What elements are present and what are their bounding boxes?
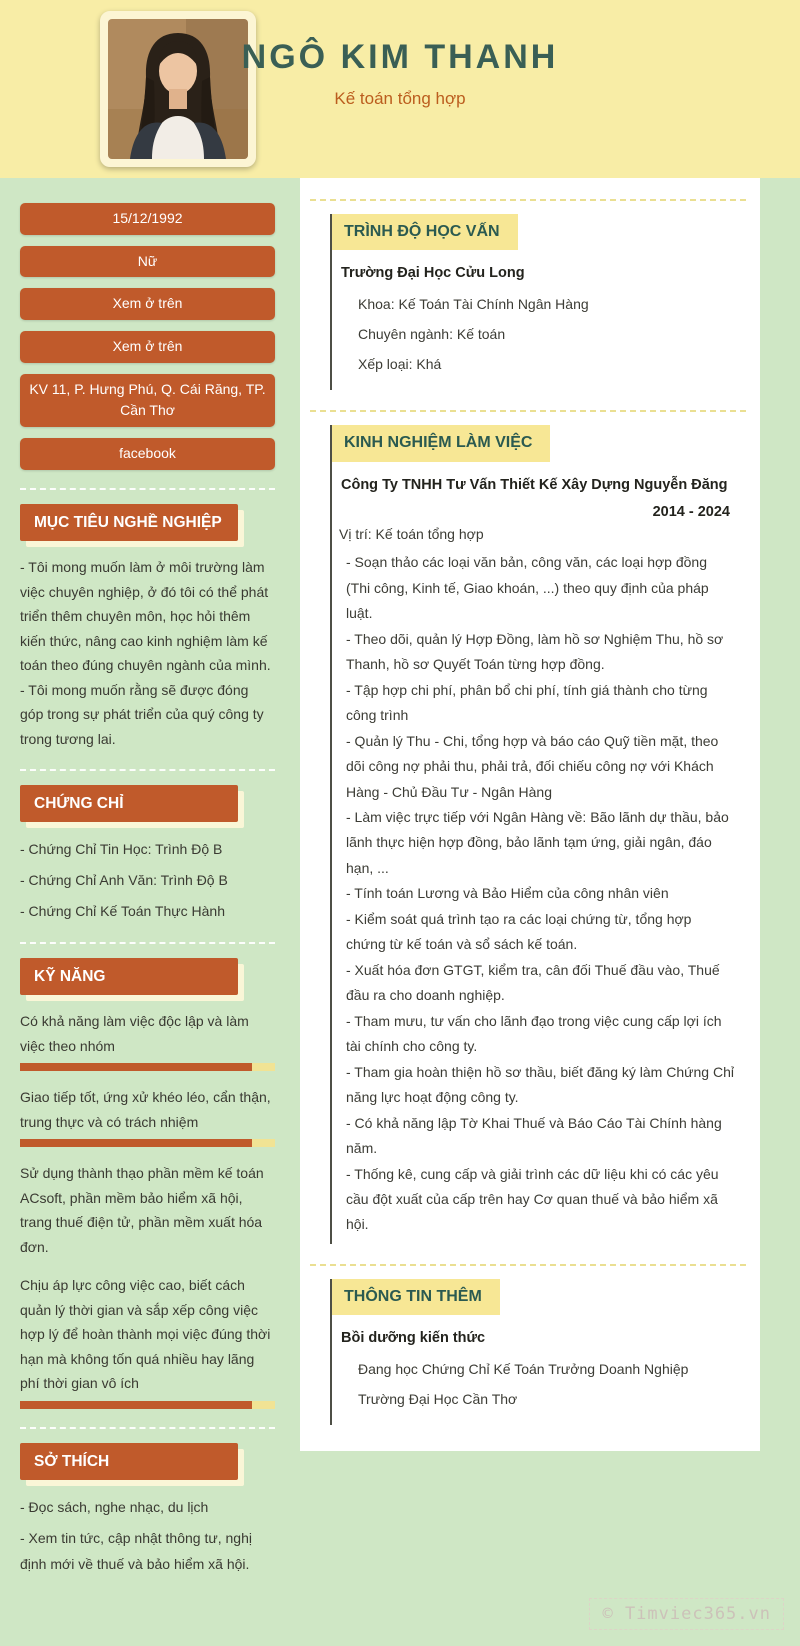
phone-pill: Xem ở trên <box>20 288 275 320</box>
experience-heading: KINH NGHIỆM LÀM VIỆC <box>332 425 550 461</box>
facebook-link-pill[interactable]: facebook <box>20 438 275 470</box>
duty-item: - Quản lý Thu - Chi, tổng hợp và báo cáo Quỹ tiền mặt, theo dõi công nợ phải thu, phải trả, đối chiếu công nợ với Khách Hàng - Chủ Đầu Tư - Ngân Hàng <box>346 732 719 800</box>
additional-item: Đang học Chứng Chỉ Kế Toán Trưởng Doanh Nghiệp <box>358 1361 689 1378</box>
gender-pill: Nữ <box>20 246 275 278</box>
duty-item: - Làm việc trực tiếp với Ngân Hàng về: Bão lãnh dự thầu, bảo lãnh thực hiện hợp đồng, bảo lãnh tạm ứng, giải ngân, đáo hạn, ... <box>346 808 729 876</box>
certificate-item: - Chứng Chỉ Kế Toán Thực Hành <box>20 902 226 919</box>
dashed-divider <box>20 1427 275 1429</box>
duty-item: - Có khả năng lập Tờ Khai Thuế và Báo Cáo Tài Chính hàng năm. <box>346 1114 722 1157</box>
skill-label: Chịu áp lực công việc cao, biết cách quản lý thời gian và sắp xếp công việc hợp lý để hoàn thành mọi việc đúng thời hạn mà không tốn quá nhiều hay lãng phí thời gian vô ích <box>20 1277 271 1392</box>
position-title: Vị trí: Kế toán tổng hợp <box>339 526 484 543</box>
duty-item: - Tập hợp chi phí, phân bổ chi phí, tính giá thành cho từng công trình <box>346 681 708 724</box>
skill-label: Sử dụng thành thạo phần mềm kế toán ACsoft, phần mềm bảo hiểm xã hội, trang thuế điện tử, phần mềm xuất hóa đơn. <box>20 1165 264 1255</box>
experience-section <box>330 425 744 1244</box>
skill-bar <box>20 1401 275 1409</box>
main-content <box>300 178 760 1451</box>
skill-bar <box>20 1139 275 1147</box>
dashed-divider <box>20 488 275 490</box>
education-section <box>330 214 744 390</box>
objective-paragraph: - Tôi mong muốn làm ở môi trường làm việc chuyên nghiệp, ở đó tôi có thể phát triển thêm chuyên môn, học hỏi thêm kiến thức, nâng cao kinh nghiệm làm kế toán theo đúng chuyên ngành của mình. <box>20 559 271 674</box>
hobbies-heading: SỞ THÍCH <box>20 1443 238 1480</box>
skill-item <box>20 1273 275 1409</box>
hobby-item: - Đọc sách, nghe nhạc, du lịch <box>20 1499 209 1516</box>
objective-heading: MỤC TIÊU NGHỀ NGHIỆP <box>20 504 238 541</box>
duty-item: - Xuất hóa đơn GTGT, kiểm tra, cân đối Thuế đầu vào, Thuế đầu ra cho doanh nghiệp. <box>346 961 720 1004</box>
certificate-item: - Chứng Chỉ Tin Học: Trình Độ B <box>20 841 223 858</box>
dashed-divider <box>310 199 746 201</box>
duty-item: - Theo dõi, quản lý Hợp Đồng, làm hồ sơ Nghiệm Thu, hồ sơ Thanh, hồ sơ Quyết Toán từng hợp đồng. <box>346 630 724 673</box>
education-heading: TRÌNH ĐỘ HỌC VẤN <box>332 214 518 250</box>
certificates-heading: CHỨNG CHỈ <box>20 785 238 822</box>
education-detail: Khoa: Kế Toán Tài Chính Ngân Hàng <box>358 296 589 313</box>
company-name: Công Ty TNHH Tư Vấn Thiết Kế Xây Dựng Nguyễn Đăng <box>341 476 728 493</box>
job-title: Kế toán tổng hợp <box>334 89 466 108</box>
additional-item: Trường Đại Học Cần Thơ <box>358 1391 518 1408</box>
dashed-divider <box>310 410 746 412</box>
watermark: © Timviec365.vn <box>589 1598 784 1630</box>
certificate-item: - Chứng Chỉ Anh Văn: Trình Độ B <box>20 871 228 888</box>
name-block <box>0 0 800 109</box>
skill-bar-fill <box>20 1139 252 1147</box>
duty-item: - Thống kê, cung cấp và giải trình các dữ liệu khi có các yêu cầu đột xuất của cấp trên hay Cơ quan thuế và bảo hiểm xã hội. <box>346 1165 719 1233</box>
objective-paragraph: - Tôi mong muốn rằng sẽ được đóng góp trong sự phát triển của quý công ty trong tương lai. <box>20 681 264 747</box>
dashed-divider <box>20 769 275 771</box>
additional-info-heading: THÔNG TIN THÊM <box>332 1279 500 1315</box>
duty-item: - Tính toán Lương và Bảo Hiểm của công nhân viên <box>346 885 669 902</box>
skill-bar <box>20 1063 275 1071</box>
dashed-divider <box>310 1264 746 1266</box>
skill-label: Có khả năng làm việc độc lập và làm việc theo nhóm <box>20 1013 249 1054</box>
skills-heading: KỸ NĂNG <box>20 958 238 995</box>
skill-label: Giao tiếp tốt, ứng xử khéo léo, cẩn thận, trung thực và có trách nhiệm <box>20 1089 271 1130</box>
duty-item: - Soạn thảo các loại văn bản, công văn, các loại hợp đồng (Thi công, Kinh tế, Giao khoán, ...) theo quy định của pháp luật. <box>346 554 709 622</box>
email-pill: Xem ở trên <box>20 331 275 363</box>
skill-item <box>20 1009 275 1071</box>
hobby-item: - Xem tin tức, cập nhật thông tư, nghị định mới về thuế và bảo hiểm xã hội. <box>20 1529 252 1573</box>
sidebar <box>0 178 300 1582</box>
duty-item: - Tham gia hoàn thiện hồ sơ thầu, biết đăng ký làm Chứng Chỉ năng lực hoạt động công ty. <box>346 1063 734 1106</box>
address-pill: KV 11, P. Hưng Phú, Q. Cái Răng, TP. Cần Thơ <box>20 374 275 427</box>
skill-item <box>20 1085 275 1147</box>
skill-item <box>20 1161 275 1259</box>
duty-item: - Tham mưu, tư vấn cho lãnh đạo trong việc cung cấp lợi ích tài chính cho công ty. <box>346 1012 722 1055</box>
duty-item: - Kiểm soát quá trình tạo ra các loại chứng từ, tổng hợp chứng từ kế toán và sổ sách kế toán. <box>346 910 692 953</box>
education-detail: Xếp loại: Khá <box>358 356 442 373</box>
employment-period: 2014 - 2024 <box>652 504 730 521</box>
school-name: Trường Đại Học Cửu Long <box>341 265 525 282</box>
skill-bar-fill <box>20 1401 252 1409</box>
candidate-name: NGÔ KIM THANH <box>241 38 559 76</box>
education-detail: Chuyên ngành: Kế toán <box>358 326 506 343</box>
additional-info-section <box>330 1279 744 1425</box>
birthdate-pill: 15/12/1992 <box>20 203 275 235</box>
additional-subheading: Bồi dưỡng kiến thức <box>341 1330 486 1347</box>
cv-header <box>0 0 800 178</box>
dashed-divider <box>20 942 275 944</box>
skill-bar-fill <box>20 1063 252 1071</box>
